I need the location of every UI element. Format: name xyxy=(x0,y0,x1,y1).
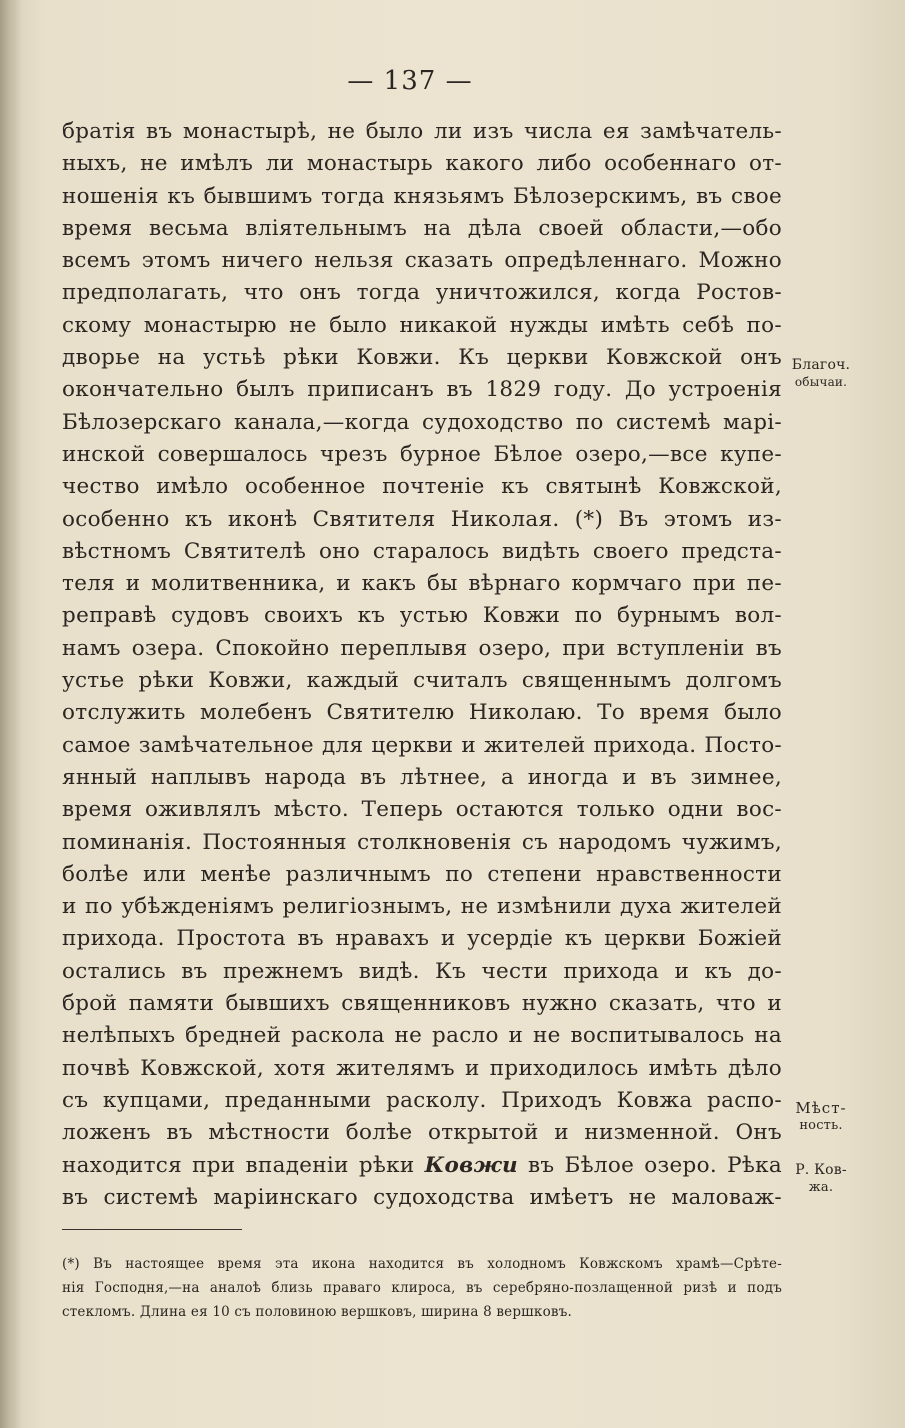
body-line: инской совершалось чрезъ бурное Бѣлое озеро,—все купе- xyxy=(62,441,782,467)
body-line: теля и молитвенника, и какъ бы вѣрнаго кормчаго при пе- xyxy=(62,571,782,597)
margin-note-customs xyxy=(786,357,856,391)
body-line: чество имѣло особенное почтеніе къ святынѣ Ковжской, xyxy=(62,474,782,500)
body-line: намъ озера. Спокойно переплывя озеро, при вступленіи въ xyxy=(62,635,782,661)
footnote-line: (*) Въ настоящее время эта икона находится въ холодномъ Ковжскомъ храмѣ—Срѣте- xyxy=(62,1256,782,1272)
body-line: ложенъ въ мѣстности болѣе открытой и низменной. Онъ xyxy=(62,1120,782,1146)
body-line: особенно къ иконѣ Святителя Николая. (*) Въ этомъ из- xyxy=(62,506,782,532)
body-line: братія въ монастырѣ, не было ли изъ числа ея замѣчатель- xyxy=(62,119,782,144)
margin-note-line: ность. xyxy=(799,1118,843,1133)
margin-note-line: Мѣст- xyxy=(795,1099,847,1117)
body-line: скому монастырю не было никакой нужды имѣть себѣ по- xyxy=(62,312,782,338)
margin-note-line: Р. Ков- xyxy=(795,1162,847,1178)
body-line: дворье на устьѣ рѣки Ковжи. Къ церкви Ковжской онъ xyxy=(62,345,782,371)
footnote-separator xyxy=(62,1229,242,1230)
body-line: реправѣ судовъ своихъ къ устью Ковжи по бурнымъ вол- xyxy=(62,603,782,629)
body-line: отслужить молебенъ Святителю Николаю. То время было xyxy=(62,700,782,726)
body-line: нелѣпыхъ бредней раскола не расло и не воспитывалось на xyxy=(62,1023,782,1049)
italic-river-name: Ковжи xyxy=(424,1152,518,1178)
book-spine-shadow xyxy=(0,0,22,1428)
body-line: окончательно былъ приписанъ въ 1829 году. До устроенія xyxy=(62,377,782,403)
body-line: янный наплывъ народа въ лѣтнее, а иногда и въ зимнее, xyxy=(62,764,782,790)
line-text-before: находится при впаденіи рѣки xyxy=(62,1152,425,1178)
body-line: ношенія къ бывшимъ тогда князьямъ Бѣлозерскимъ, въ свое xyxy=(62,183,782,209)
body-line: ныхъ, не имѣлъ ли монастырь какого либо особеннаго от- xyxy=(62,151,782,177)
body-line: устье рѣки Ковжи, каждый считалъ священнымъ долгомъ xyxy=(62,668,782,694)
body-line: предполагать, что онъ тогда уничтожился, когда Ростов- xyxy=(62,280,782,306)
footnote xyxy=(62,1252,782,1324)
body-line: поминанія. Постоянныя столкновенія съ народомъ чужимъ, xyxy=(62,829,782,855)
margin-note-river xyxy=(786,1162,856,1196)
margin-note-line: обычаи. xyxy=(794,375,848,389)
body-line: самое замѣчательное для церкви и жителей прихода. Посто- xyxy=(62,732,782,758)
body-line: болѣе или менѣе различнымъ по степени нравственности xyxy=(62,861,782,887)
body-line: и по убѣжденіямъ религіознымъ, не измѣнили духа жителей xyxy=(62,894,782,920)
body-line: всемъ этомъ ничего нельзя сказать опредѣленнаго. Можно xyxy=(62,248,782,274)
body-line: прихода. Простота въ нравахъ и усердіе къ церкви Божіей xyxy=(62,926,782,952)
margin-note-locality xyxy=(786,1100,856,1134)
line-text-after: въ Бѣлое озеро. Рѣка xyxy=(517,1152,782,1178)
body-line: брой памяти бывшихъ священниковъ нужно сказать, что и xyxy=(62,991,782,1017)
footnote-line: стекломъ. Длина ея 10 съ половиною вершковъ, ширина 8 вершковъ. xyxy=(62,1304,572,1320)
footnote-line: нія Господня,—на аналоѣ близь праваго клироса, въ серебряно-позлащенной ризѣ и подъ xyxy=(62,1280,782,1296)
body-line: вѣстномъ Святителѣ оно старалось видѣть своего предста- xyxy=(62,538,782,564)
body-text xyxy=(62,116,782,1214)
body-line: остались въ прежнемъ видѣ. Къ чести прихода и къ до- xyxy=(62,958,782,984)
body-line: время оживлялъ мѣсто. Теперь остаются только одни вос- xyxy=(62,797,782,823)
margin-note-line: жа. xyxy=(808,1180,834,1195)
body-line-with-italic-name xyxy=(62,1150,782,1182)
body-line: почвѣ Ковжской, хотя жителямъ и приходилось имѣть дѣло xyxy=(62,1055,782,1081)
margin-note-line: Благоч. xyxy=(791,357,851,373)
body-line: время весьма вліятельнымъ на дѣла своей области,—обо xyxy=(62,215,782,241)
body-line: въ системѣ маріинскаго судоходства имѣетъ не маловаж- xyxy=(62,1184,782,1210)
body-line: съ купцами, преданными расколу. Приходъ Ковжа распо- xyxy=(62,1087,782,1113)
body-line: Бѣлозерскаго канала,—когда судоходство по системѣ марі- xyxy=(62,409,782,435)
page-number: — 137 — xyxy=(347,66,473,96)
